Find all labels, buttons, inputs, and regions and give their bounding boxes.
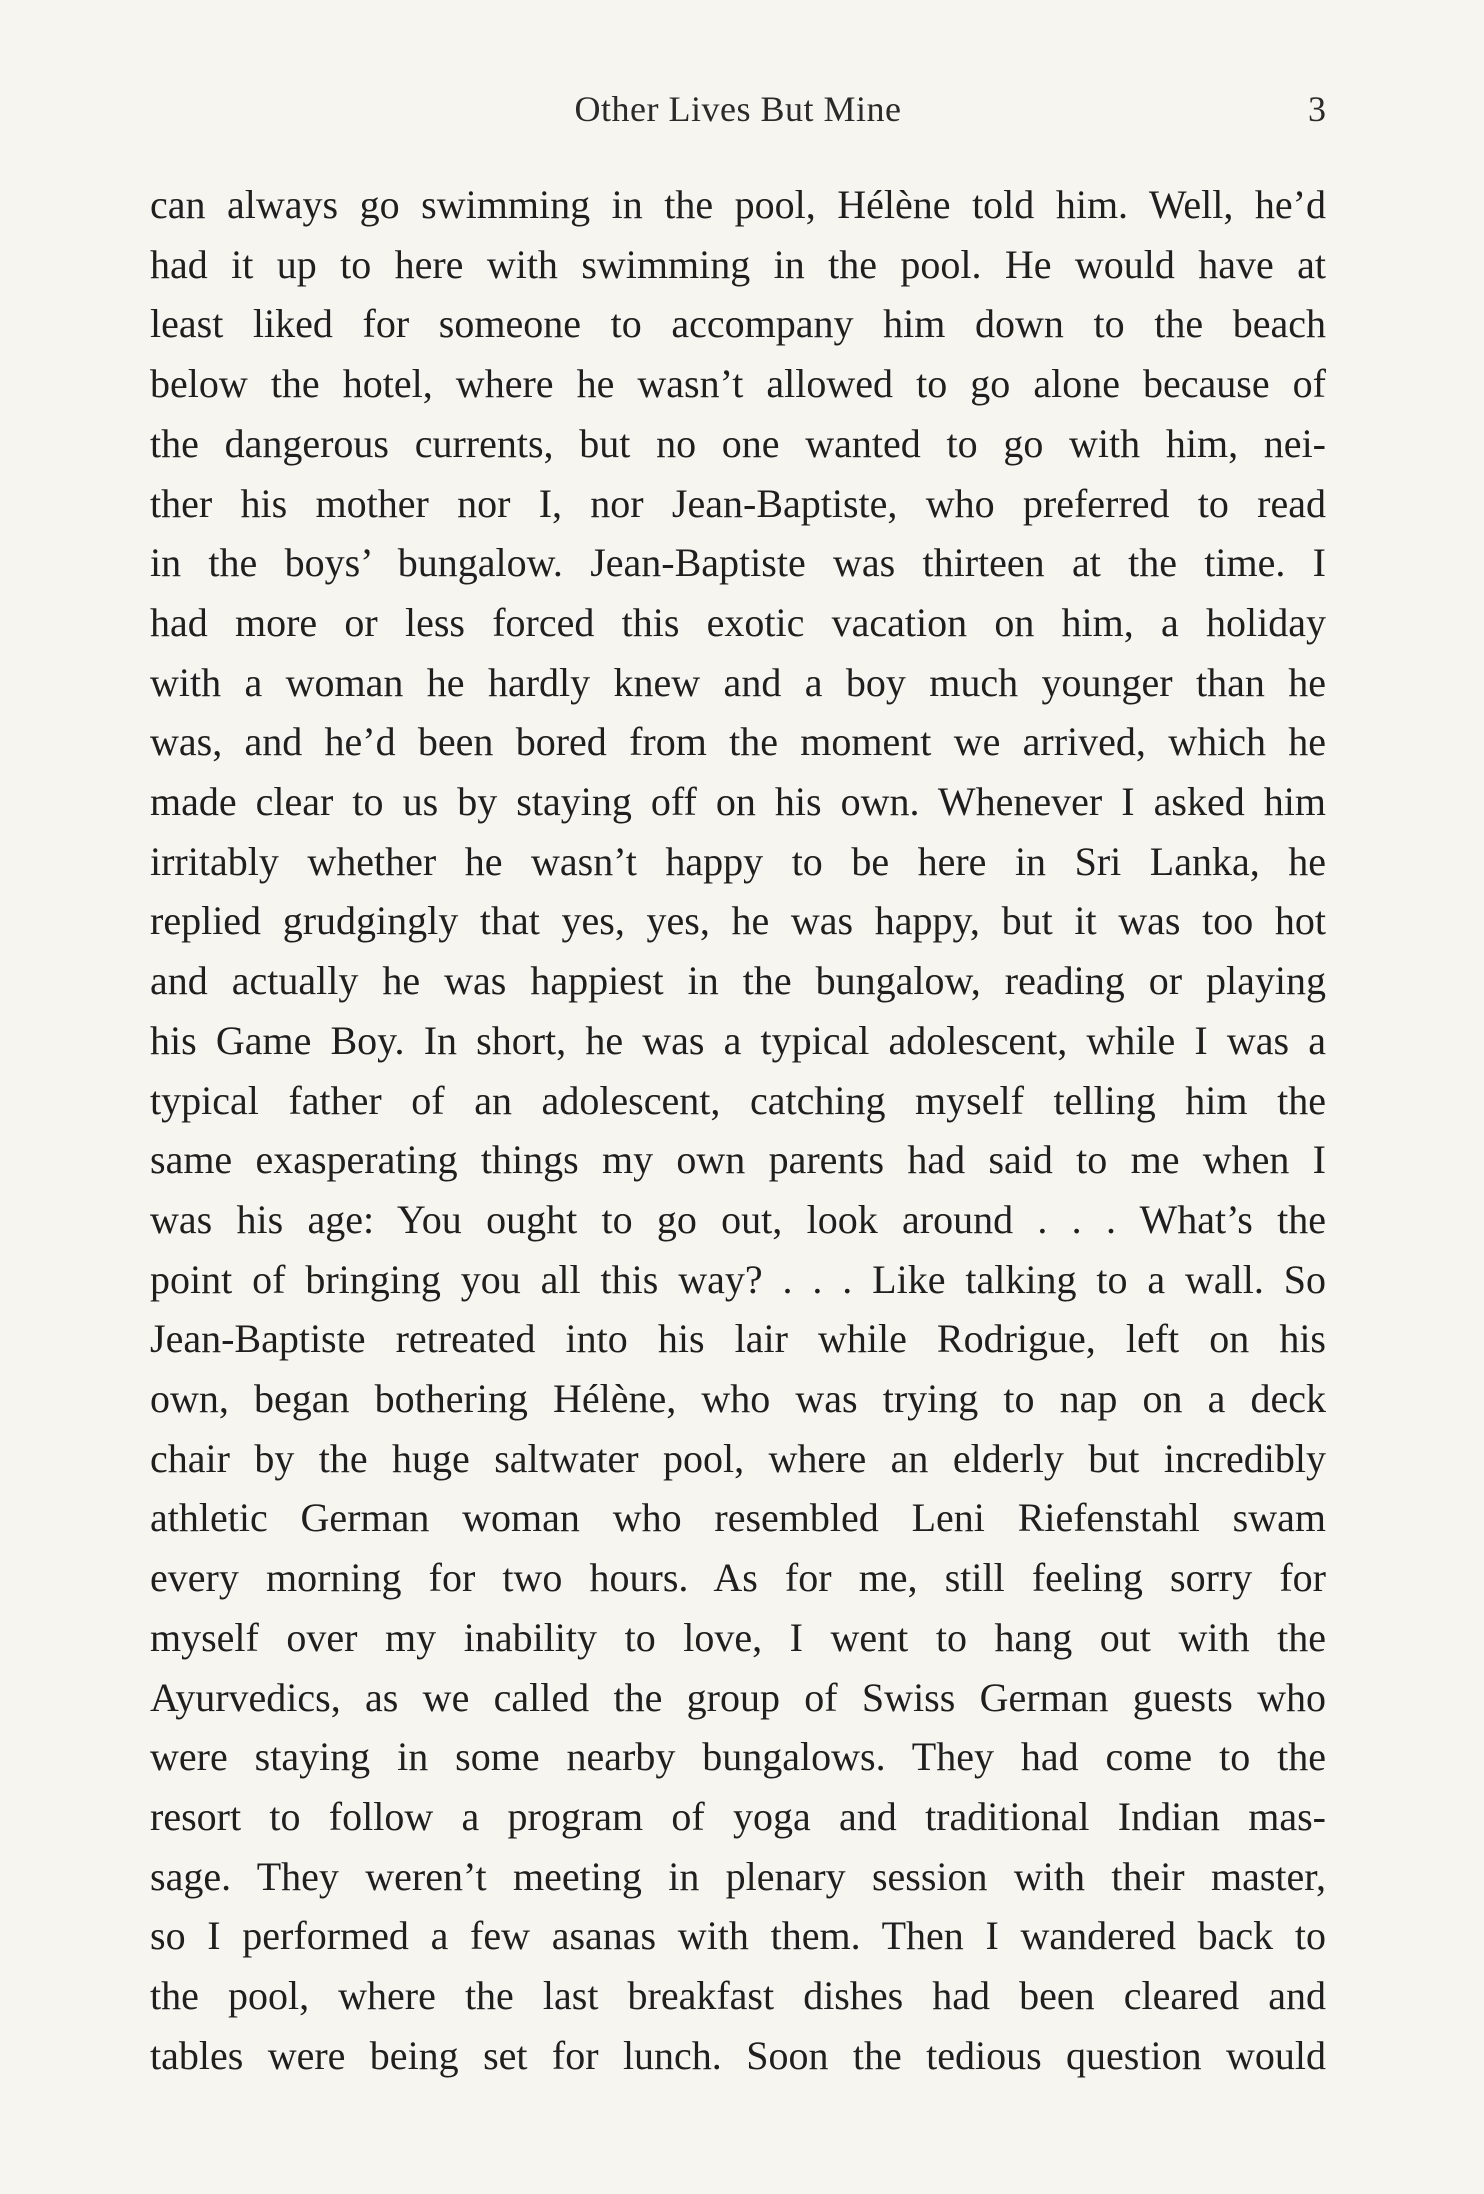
text-line: tables were being set for lunch. Soon the tedious question would bbox=[150, 2032, 1326, 2078]
text-line: and actually he was happiest in the bungalow, reading or playing bbox=[150, 958, 1326, 1004]
text-line: myself over my inability to love, I went to hang out with the bbox=[150, 1614, 1326, 1660]
text-line: athletic German woman who resembled Leni Riefenstahl swam bbox=[150, 1495, 1326, 1541]
text-line: chair by the huge saltwater pool, where an elderly but incredibly bbox=[150, 1435, 1326, 1481]
text-line: ther his mother nor I, nor Jean-Baptiste, who preferred to read bbox=[150, 480, 1326, 526]
text-line: own, began bothering Hélène, who was trying to nap on a deck bbox=[150, 1376, 1326, 1422]
text-line: irritably whether he wasn’t happy to be here in Sri Lanka, he bbox=[150, 838, 1326, 884]
text-line: same exasperating things my own parents had said to me when I bbox=[150, 1137, 1326, 1183]
book-title: Other Lives But Mine bbox=[574, 89, 902, 129]
text-line: was, and he’d been bored from the moment we arrived, which he bbox=[150, 719, 1326, 765]
text-line: Jean-Baptiste retreated into his lair while Rodrigue, left on his bbox=[150, 1316, 1326, 1362]
page-number: 3 bbox=[1308, 89, 1326, 129]
text-line: so I performed a few asanas with them. Then I wandered back to bbox=[150, 1913, 1326, 1959]
text-line: Ayurvedics, as we called the group of Swiss German guests who bbox=[150, 1674, 1326, 1720]
text-line: least liked for someone to accompany him down to the beach bbox=[150, 301, 1326, 347]
text-line: point of bringing you all this way? . . . Like talking to a wall. So bbox=[150, 1256, 1326, 1302]
text-line: resort to follow a program of yoga and traditional Indian mas- bbox=[150, 1793, 1326, 1839]
text-line: sage. They weren’t meeting in plenary session with their master, bbox=[150, 1853, 1326, 1899]
text-line: was his age: You ought to go out, look around . . . What’s the bbox=[150, 1196, 1326, 1242]
text-line: had more or less forced this exotic vacation on him, a holiday bbox=[150, 599, 1326, 645]
text-line: had it up to here with swimming in the pool. He would have at bbox=[150, 241, 1326, 287]
running-head bbox=[150, 88, 1326, 138]
text-line: were staying in some nearby bungalows. They had come to the bbox=[150, 1734, 1326, 1780]
text-line: can always go swimming in the pool, Hélène told him. Well, he’d bbox=[150, 182, 1326, 227]
body-text bbox=[150, 175, 1326, 2086]
text-line: in the boys’ bungalow. Jean-Baptiste was thirteen at the time. I bbox=[150, 540, 1326, 586]
text-line: the pool, where the last breakfast dishes had been cleared and bbox=[150, 1973, 1326, 2019]
text-line: replied grudgingly that yes, yes, he was happy, but it was too hot bbox=[150, 898, 1326, 944]
text-line: his Game Boy. In short, he was a typical adolescent, while I was a bbox=[150, 1017, 1326, 1063]
text-line: every morning for two hours. As for me, still feeling sorry for bbox=[150, 1555, 1326, 1601]
text-line: below the hotel, where he wasn’t allowed to go alone because of bbox=[150, 361, 1326, 407]
text-line: made clear to us by staying off on his own. Whenever I asked him bbox=[150, 779, 1326, 825]
text-line: typical father of an adolescent, catching myself telling him the bbox=[150, 1077, 1326, 1123]
text-line: with a woman he hardly knew and a boy much younger than he bbox=[150, 659, 1326, 705]
text-line: the dangerous currents, but no one wanted to go with him, nei- bbox=[150, 420, 1326, 466]
